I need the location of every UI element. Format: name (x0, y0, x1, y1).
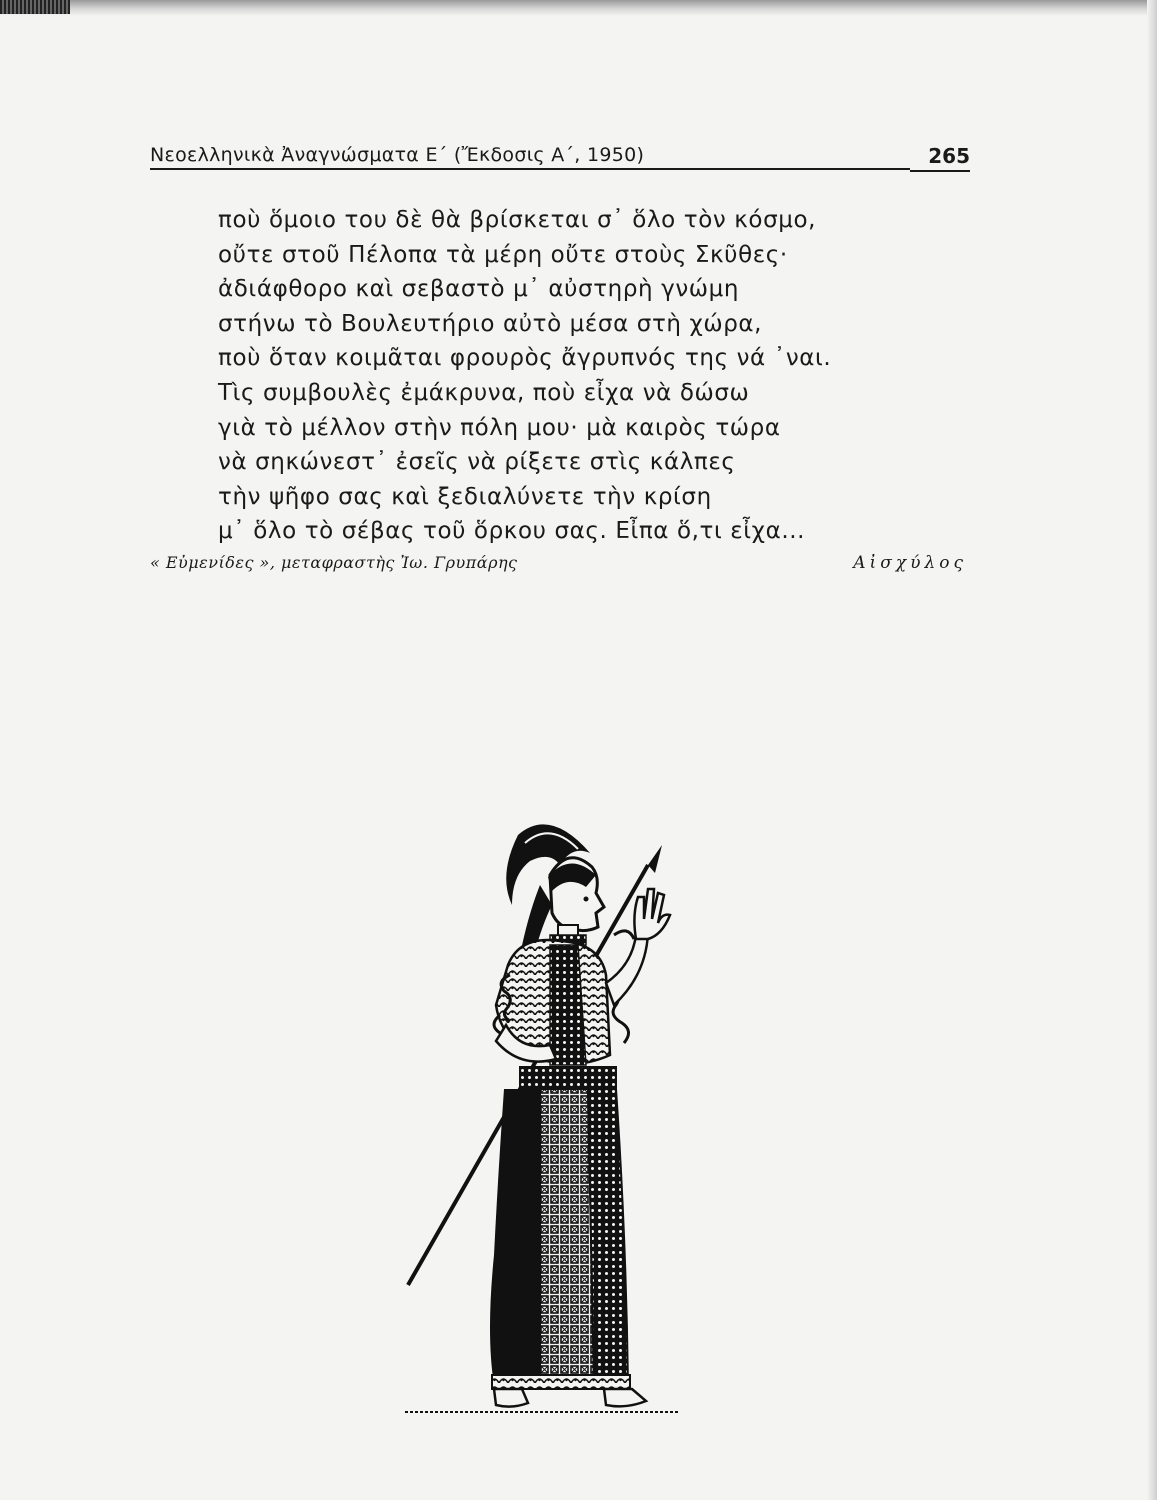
poem-line: νὰ σηκώνεστ᾿ ἐσεῖς νὰ ρίξετε στὶς κάλπες (218, 449, 736, 476)
page-number: 265 (910, 144, 970, 172)
running-head (150, 140, 970, 172)
poem-line: ἀδιάφθορο καὶ σεβαστὸ μ᾿ αὐστηρὴ γνώμη (218, 276, 740, 303)
poem-line: στήνω τὸ Βουλευτήριο αὐτὸ μέσα στὴ χώρα, (218, 310, 763, 337)
author-name: Αἰσχύλος (853, 553, 967, 573)
source-citation: « Εὐμενίδες », μεταφραστὴς Ἰω. Γρυπάρης (150, 553, 518, 572)
poem-line: οὔτε στοῦ Πέλοπα τὰ μέρη οὔτε στοὺς Σκῦθες· (218, 241, 788, 268)
header-rule (720, 168, 910, 170)
poem-line: ποὺ ὅταν κοιμᾶται φρουρὸς ἄγρυπνός της νά ᾿ναι. (218, 345, 832, 372)
poem-line: γιὰ τὸ μέλλον στὴν πόλη μου· μὰ καιρὸς τώρα (218, 414, 781, 441)
poem-text (218, 203, 918, 549)
running-title: Νεοελληνικὰ Ἀναγνώσματα Ε΄ (Ἔκδοσις Α΄, 1950) (150, 144, 720, 170)
poem-line: ποὺ ὅμοιο του δὲ θὰ βρίσκεται σ᾿ ὅλο τὸν κόσμο, (218, 207, 817, 233)
poem-line: μ᾿ ὅλο τὸ σέβας τοῦ ὅρκου σας. Εἶπα ὅ,τι εἶχα... (218, 518, 806, 545)
athena-vase-figure-icon (400, 815, 690, 1420)
poem-line: τὴν ψῆφο σας καὶ ξεδιαλύνετε τὴν κρίση (218, 483, 712, 510)
poem-line: Τὶς συμβουλὲς ἐμάκρυνα, ποὺ εἶχα νὰ δώσω (218, 379, 750, 406)
